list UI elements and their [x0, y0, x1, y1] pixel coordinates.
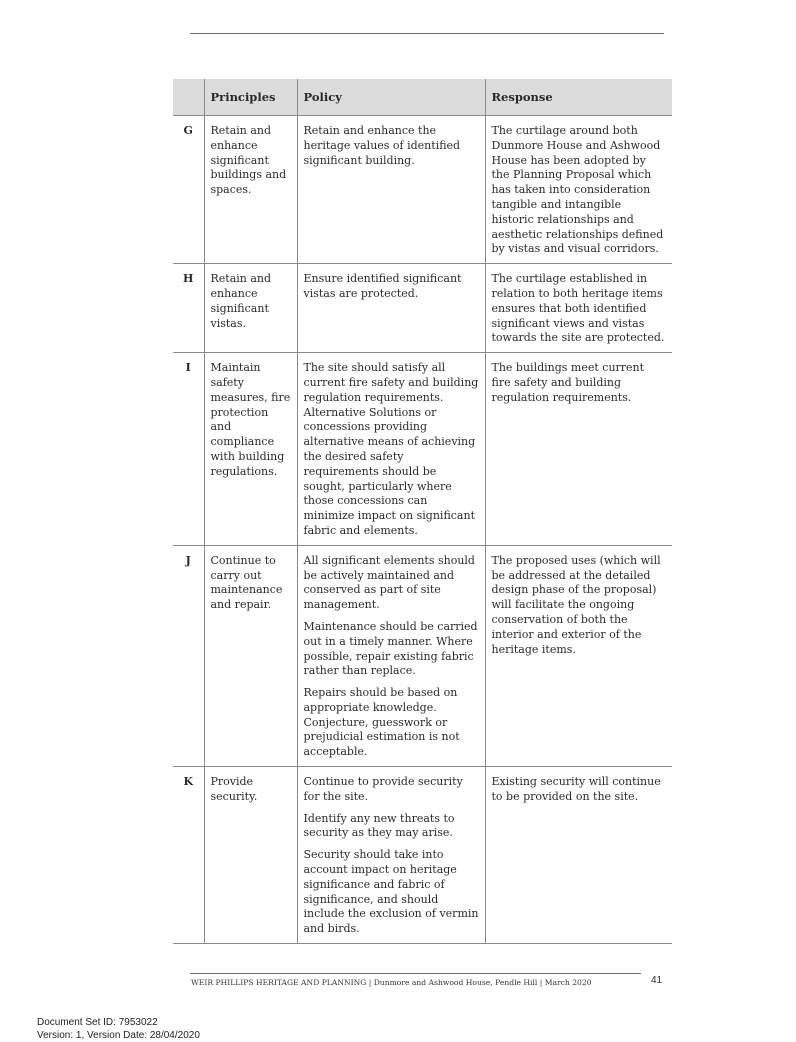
row-id: G — [173, 116, 204, 264]
policy-paragraph: Maintenance should be carried out in a timely manner. Where possible, repair existing fabric rather than replace. — [303, 619, 478, 678]
response-cell: Existing security will continue to be provided on the site. — [485, 767, 672, 944]
header-rule — [190, 33, 664, 34]
policy-cell — [297, 264, 485, 353]
policy-paragraph: Retain and enhance the heritage values of identified significant building. — [303, 124, 461, 167]
header-response: Response — [485, 79, 672, 116]
page-number: 41 — [651, 975, 663, 986]
response-cell: The curtilage established in relation to both heritage items ensures that both identified significant views and vistas towards the site are protected. — [485, 264, 672, 353]
policy-paragraph: Security should take into account impact on heritage significance and fabric of significance, and should include the exclusion of vermin and birds. — [303, 848, 479, 936]
row-id: J — [173, 545, 204, 766]
table-row — [173, 116, 672, 264]
policy-paragraph: The site should satisfy all current fire safety and building regulation requirements. Alternative Solutions or concessions providing alternative means of achieving the desired safety requirements should be sought, particularly where those concessions can minimize impact on significant fabric and elements. — [303, 361, 479, 537]
document-version: Version: 1, Version Date: 28/04/2020 — [37, 1030, 200, 1041]
response-cell: The proposed uses (which will be addressed at the detailed design phase of the proposal) will facilitate the ongoing conservation of both the interior and exterior of the heritage items. — [485, 545, 672, 766]
header-principles: Principles — [204, 79, 297, 116]
policy-cell — [297, 767, 485, 944]
response-cell: The curtilage around both Dunmore House and Ashwood House has been adopted by the Planning Proposal which has taken into consideration tangible and intangible historic relationships and aesthetic relationships defined by vistas and visual corridors. — [485, 116, 672, 264]
row-id: I — [173, 353, 204, 546]
document-metadata — [37, 1016, 200, 1042]
document-set-id: Document Set ID: 7953022 — [37, 1017, 158, 1028]
policy-cell — [297, 545, 485, 766]
policy-cell — [297, 116, 485, 264]
policy-cell — [297, 353, 485, 546]
header-id — [173, 79, 204, 116]
principle-cell: Retain and enhance significant vistas. — [204, 264, 297, 353]
table-row — [173, 767, 672, 944]
table-row — [173, 353, 672, 546]
policy-paragraph: Identify any new threats to security as they may arise. — [303, 811, 455, 840]
row-id: H — [173, 264, 204, 353]
table-row — [173, 545, 672, 766]
principle-cell: Retain and enhance significant buildings and spaces. — [204, 116, 297, 264]
table-header-row — [173, 79, 672, 116]
footer-text: WEIR PHILLIPS HERITAGE AND PLANNING | Dunmore and Ashwood House, Pendle Hill | March 2020 — [191, 978, 592, 987]
policy-paragraph: All significant elements should be actively maintained and conserved as part of site management. — [303, 553, 475, 612]
header-policy: Policy — [297, 79, 485, 116]
policy-paragraph: Repairs should be based on appropriate knowledge. Conjecture, guesswork or prejudicial estimation is not acceptable. — [303, 686, 460, 759]
principle-cell: Maintain safety measures, fire protection and compliance with building regulations. — [204, 353, 297, 546]
policy-paragraph: Continue to provide security for the site. — [303, 775, 463, 803]
table-row — [173, 264, 672, 353]
row-id: K — [173, 767, 204, 944]
policy-paragraph: Ensure identified significant vistas are protected. — [303, 272, 462, 300]
footer-rule — [190, 973, 641, 974]
response-cell: The buildings meet current fire safety and building regulation requirements. — [485, 353, 672, 546]
principle-cell: Provide security. — [204, 767, 297, 944]
policy-table — [173, 79, 672, 944]
principle-cell: Continue to carry out maintenance and repair. — [204, 545, 297, 766]
